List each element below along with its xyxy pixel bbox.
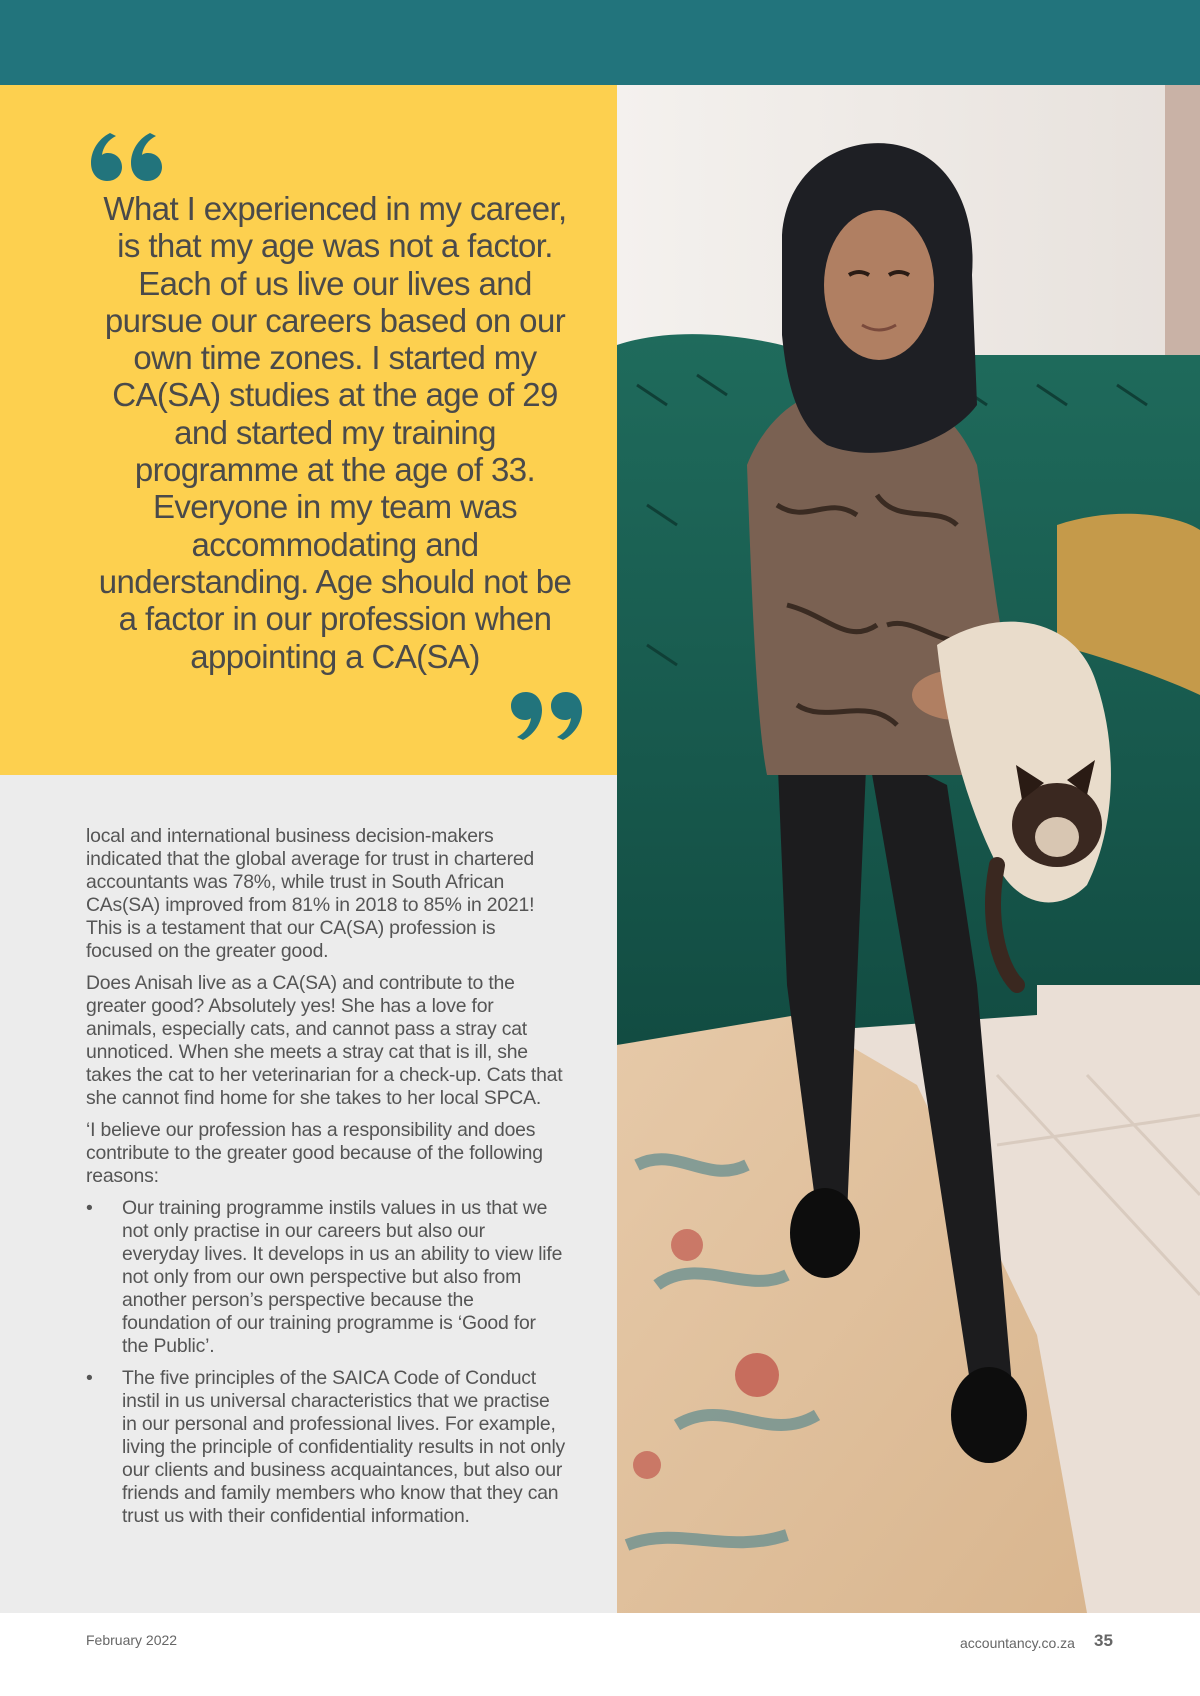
left-shoe <box>790 1188 860 1278</box>
bullet-icon: • <box>86 1367 93 1389</box>
list-item-text: The five principles of the SAICA Code of Conduct instil in us universal characteristics that we practise in our personal and professional lives. For example, living the principle of confidentiality results in not only our clients and business acquaintances, but also our friends and family members who know that they can trust us with their confidential information. <box>122 1367 566 1527</box>
list-item <box>86 1367 566 1528</box>
cat-face <box>1035 817 1079 857</box>
footer-date: February 2022 <box>86 1632 178 1648</box>
list-item <box>86 1197 566 1358</box>
portrait-illustration <box>617 85 1200 1613</box>
pull-quote-text: What I experienced in my career, is that my age was not a factor. Each of us live our lives and pursue our careers based on our own time zones. I started my CA(SA) studies at the age of 29 and started my training programme at the age of 33. Everyone in my team was accommodating and understanding. Age should not be a factor in our profession when appointing a CA(SA) <box>98 190 572 675</box>
reasons-list <box>86 1197 566 1528</box>
list-item-text: Our training programme instils values in us that we not only practise in our careers but also our everyday lives. It develops in us an ability to view life not only from our own perspective but also from another person’s perspective because the foundation of our training programme is ‘Good for the Public’. <box>122 1197 563 1357</box>
face <box>824 210 934 360</box>
body-paragraph: Does Anisah live as a CA(SA) and contribute to the greater good? Absolutely yes! She has a love for animals, especially cats, and cannot pass a stray cat unnoticed. When she meets a stray cat that is ill, she takes the cat to her veterinarian for a check-up. Cats that she cannot find home for she takes to her local SPCA. <box>86 972 563 1109</box>
article-text-panel <box>0 775 617 1613</box>
pull-quote-box <box>0 85 617 775</box>
open-quote-icon <box>88 125 168 185</box>
portrait-photo <box>617 85 1200 1613</box>
bullet-icon: • <box>86 1197 93 1219</box>
article-body <box>86 825 566 1537</box>
header-band <box>0 0 1200 85</box>
body-paragraph: local and international business decision-makers indicated that the global average for trust in chartered accountants was 78%, while trust in South African CAs(SA) improved from 81% in 2018 to 85% in 2021! This is a testament that our CA(SA) profession is focused on the greater good. <box>86 825 535 962</box>
rug-flower <box>671 1229 703 1261</box>
body-paragraph: ‘I believe our profession has a responsibility and does contribute to the greater good because of the following reasons: <box>86 1119 543 1187</box>
right-shoe <box>951 1367 1027 1463</box>
footer-website-link[interactable]: accountancy.co.za <box>960 1635 1075 1651</box>
rug-flower <box>633 1451 661 1479</box>
page-number: 35 <box>1094 1631 1113 1650</box>
rug-flower <box>735 1353 779 1397</box>
close-quote-icon <box>505 688 585 748</box>
